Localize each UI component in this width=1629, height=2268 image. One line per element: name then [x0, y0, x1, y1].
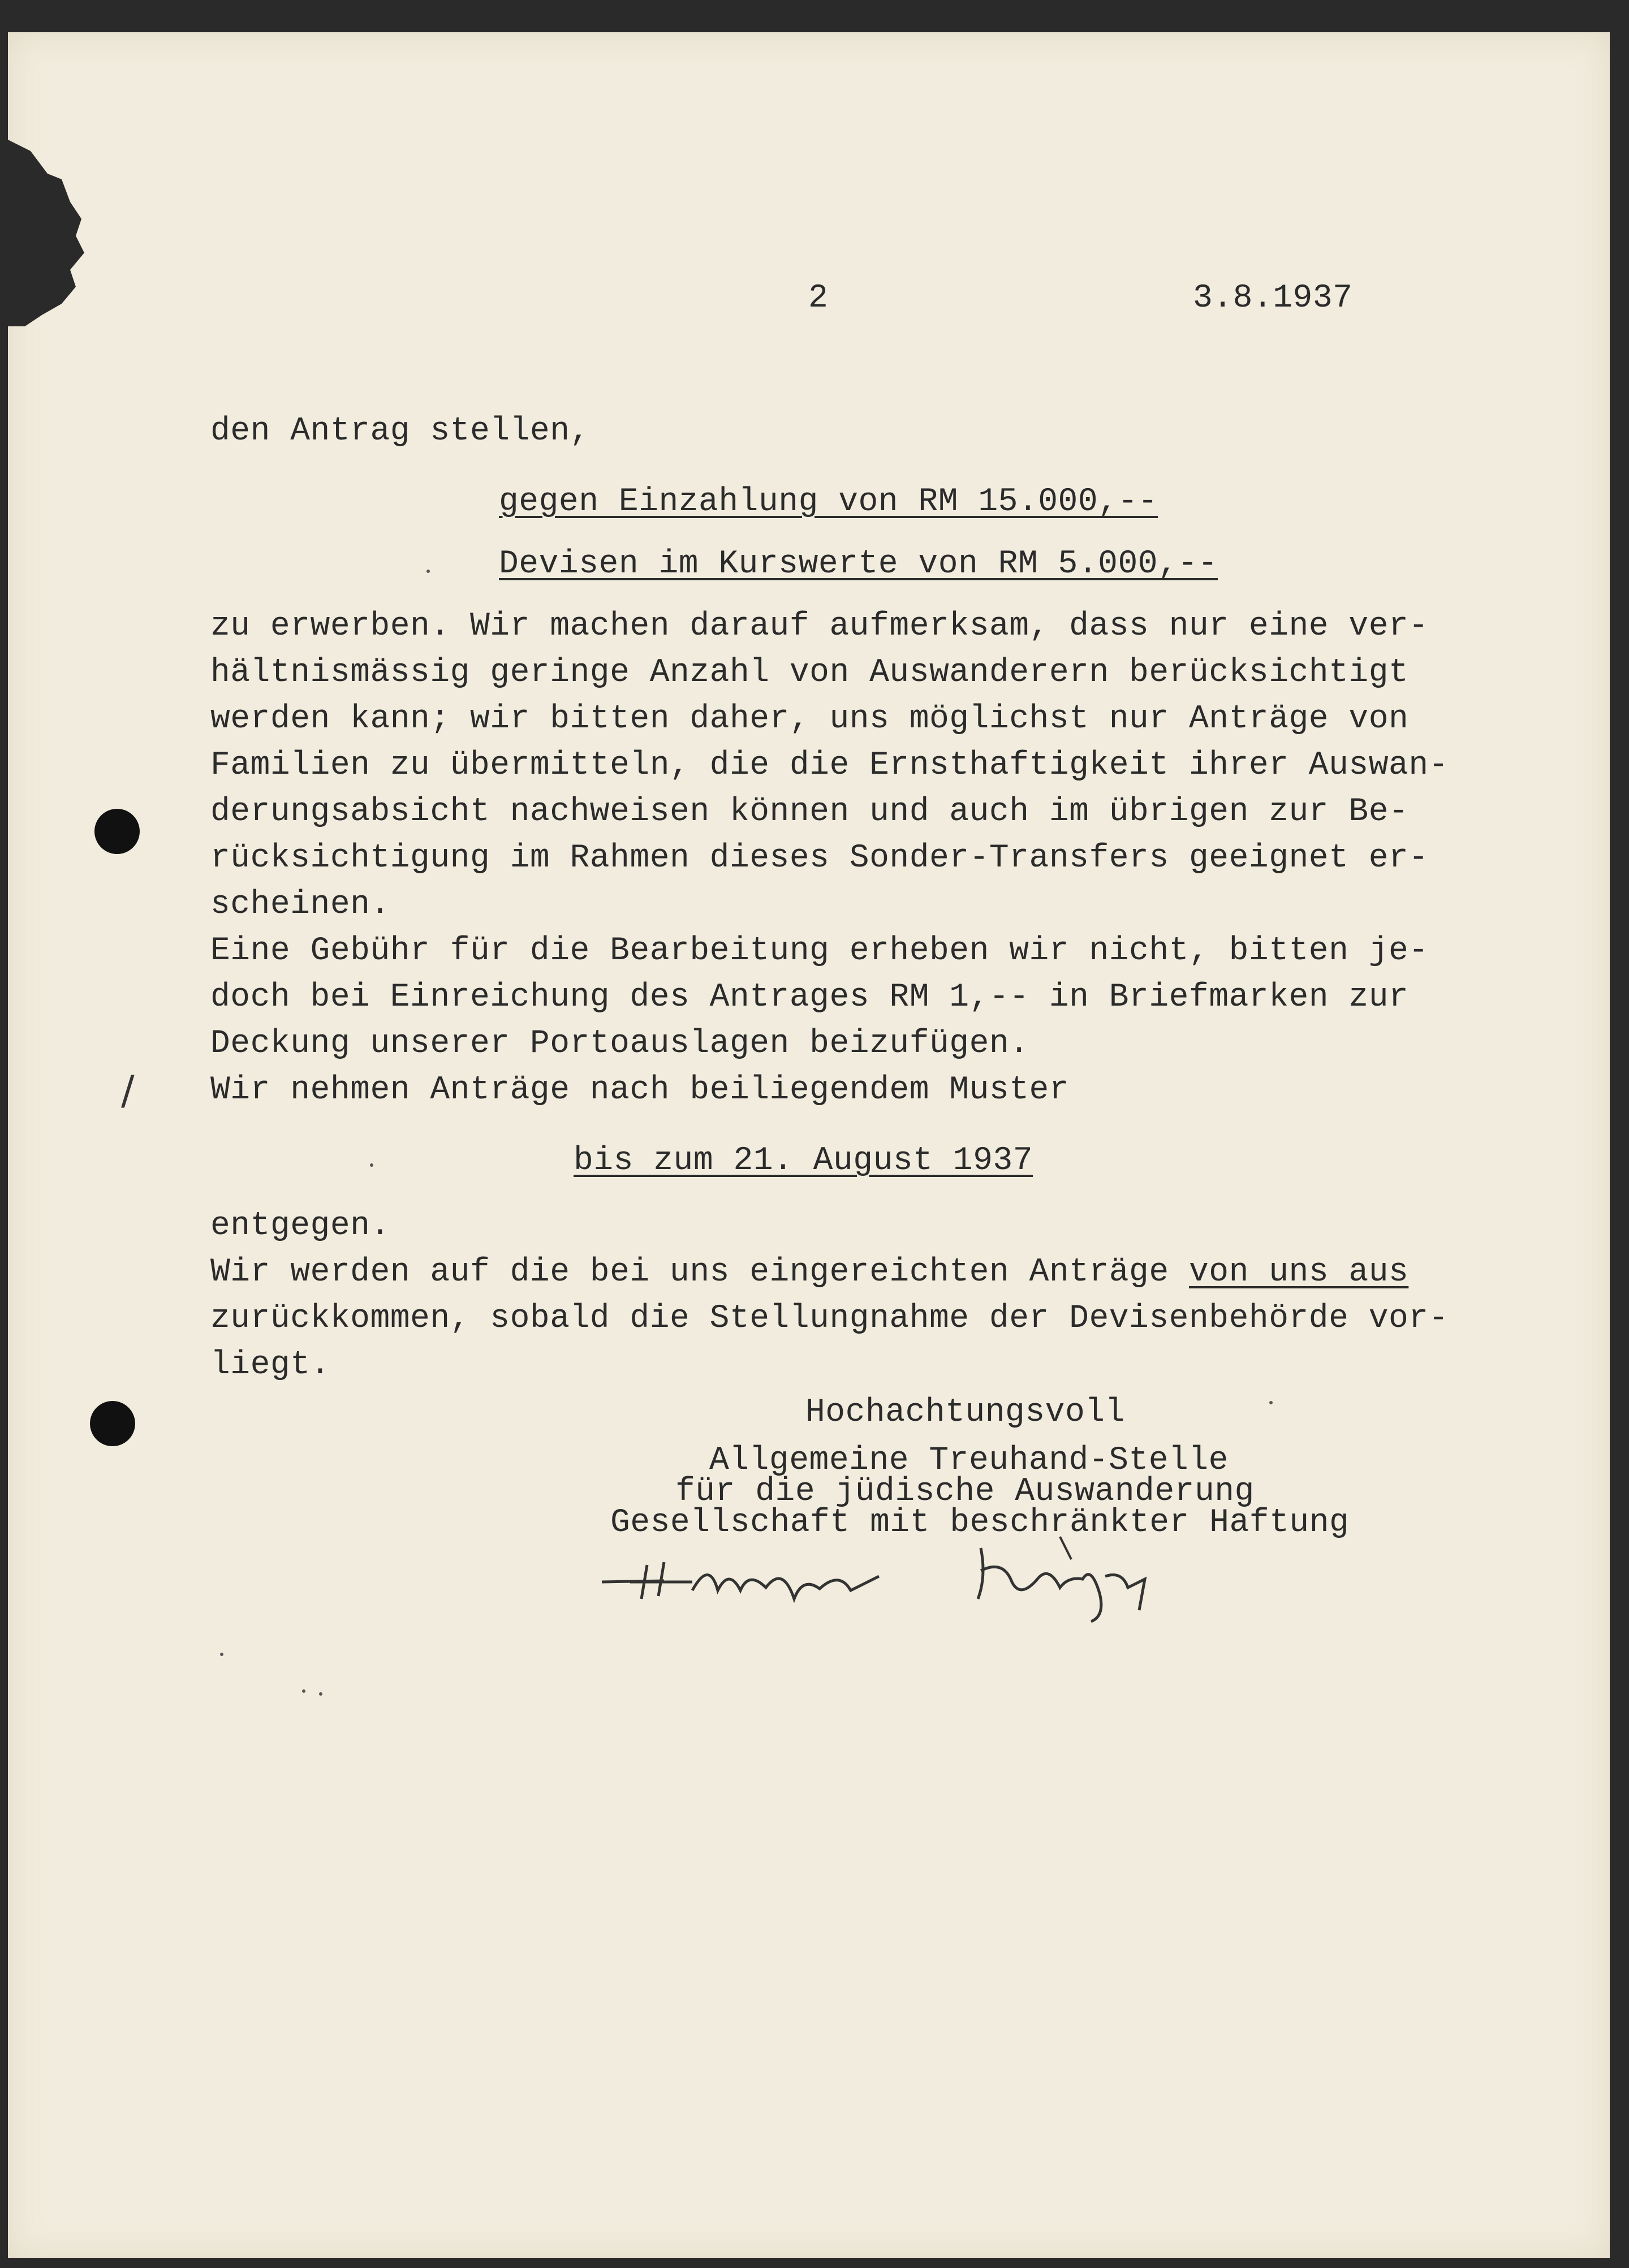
text-line: zu erwerben. Wir machen darauf aufmerksam, dass nur eine ver-: [210, 608, 1429, 645]
text-segment: Wir werden auf die bei uns eingereichten Anträge: [210, 1254, 1189, 1291]
text-line: entgegen.: [210, 1208, 390, 1244]
paper-speck: [319, 1692, 322, 1696]
handwritten-signature-left: [596, 1537, 913, 1622]
text-line: werden kann; wir bitten daher, uns möglichst nur Anträge von: [210, 701, 1409, 738]
text-line: scheinen.: [210, 886, 390, 923]
text-line: [210, 1249, 1408, 1296]
margin-mark: /: [121, 1067, 135, 1114]
org-name-line: Gesellschaft mit beschränkter Haftung: [610, 1504, 1350, 1541]
letter-date: 3.8.1937: [1193, 280, 1353, 317]
currency-amount-line: Devisen im Kurswerte von RM 5.000,--: [499, 546, 1218, 583]
text-line: Wir nehmen Anträge nach beiliegendem Muster: [210, 1072, 1070, 1109]
paper-speck: [302, 1689, 305, 1693]
paper-speck: [220, 1653, 223, 1656]
punch-hole-top: [94, 809, 140, 854]
torn-edge: [8, 140, 87, 326]
punch-hole-bottom: [90, 1401, 135, 1446]
paper-speck: [1269, 1401, 1273, 1404]
paper-speck: [426, 570, 430, 573]
text-line: hältnismässig geringe Anzahl von Auswanderern berücksichtigt: [210, 654, 1409, 691]
text-line: doch bei Einreichung des Antrages RM 1,-- in Briefmarken zur: [210, 979, 1409, 1016]
org-name-line: für die jüdische Auswanderung: [675, 1473, 1255, 1510]
payment-amount-line: gegen Einzahlung von RM 15.000,--: [499, 484, 1158, 520]
paper-speck: [370, 1163, 373, 1167]
handwritten-signature-right: [969, 1525, 1173, 1627]
document-page: [8, 32, 1610, 2258]
underlined-phrase: von uns aus: [1188, 1254, 1409, 1291]
text-line: rücksichtigung im Rahmen dieses Sonder-Transfers geeignet er-: [210, 840, 1429, 877]
closing-salutation: Hochachtungsvoll: [805, 1394, 1125, 1431]
text-line: derungsabsicht nachweisen können und auch im übrigen zur Be-: [210, 794, 1409, 830]
deadline-line: bis zum 21. August 1937: [574, 1142, 1033, 1179]
text-line: Eine Gebühr für die Bearbeitung erheben wir nicht, bitten je-: [210, 933, 1429, 969]
opening-line: den Antrag stellen,: [210, 413, 590, 450]
text-line: Deckung unserer Portoauslagen beizufügen.: [210, 1025, 1029, 1062]
text-line: zurückkommen, sobald die Stellungnahme der Devisenbehörde vor-: [210, 1300, 1449, 1337]
text-line: Familien zu übermitteln, die die Ernsthaftigkeit ihrer Auswan-: [210, 747, 1449, 784]
page-number: 2: [808, 280, 829, 317]
org-name-line: Allgemeine Treuhand-Stelle: [709, 1442, 1229, 1479]
text-line: liegt.: [210, 1347, 330, 1383]
